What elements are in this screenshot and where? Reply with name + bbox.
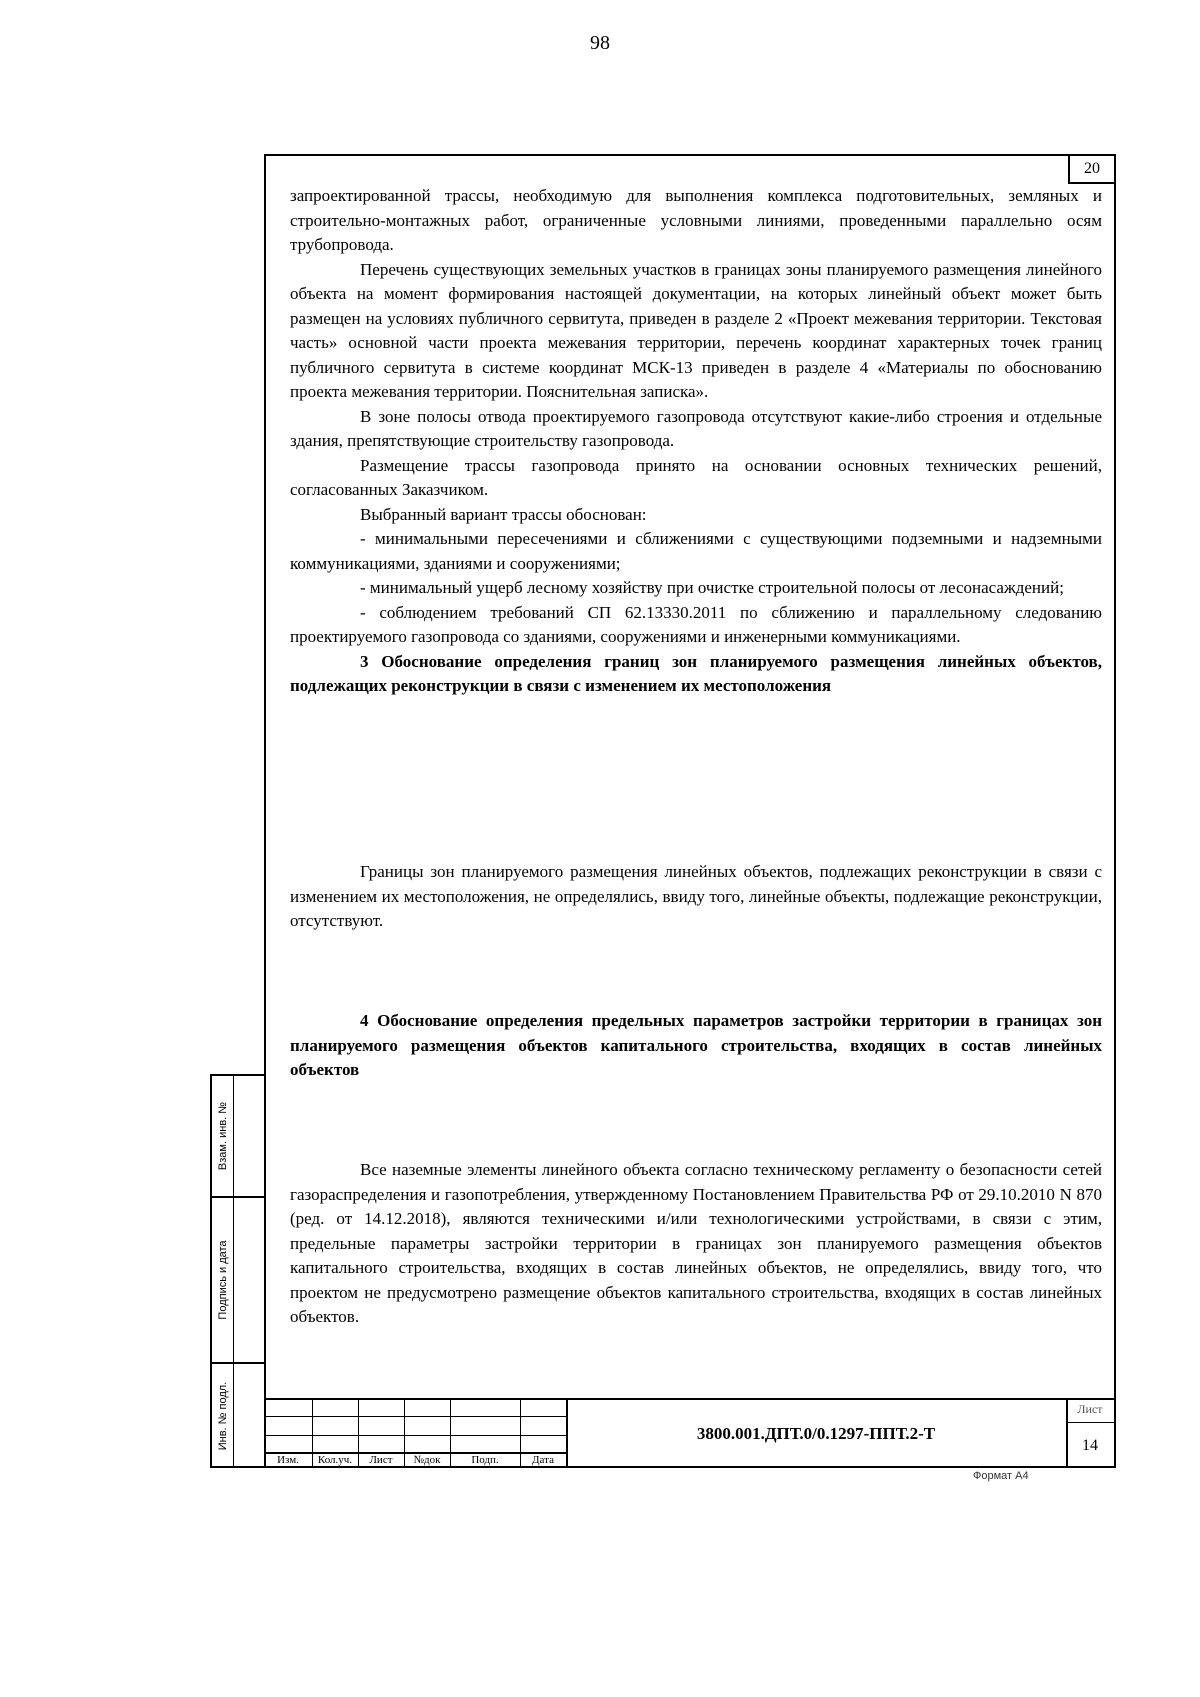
paragraph: Все наземные элементы линейного объекта согласно техническому регламенту о безопасности сетей газораспределения и газопотребления, утвержденному Постановлением Правительства РФ от 29.10.2010 N 870 (ред. от 14.12.2018), являются техническими и/или технологическими устройствами, в связи с этим, предельные параметры застройки территории в границах зон планируемого размещения объектов капитального строительства, входящих в состав линейных объектов, не определялись, ввиду того, что проектом не предусмотрено размещение объектов капитального строительства, входящих в состав линейных объектов. bbox=[290, 1160, 1102, 1326]
side-cell-podpis bbox=[212, 1198, 234, 1362]
paragraph: запроектированной трассы, необходимую для выполнения комплекса подготовительных, земляных и строительно-монтажных работ, ограниченные условными линиями, проведенными параллельно осям трубопровода. bbox=[290, 186, 1102, 254]
document-code: 3800.001.ДПТ.0/0.1297-ППТ.2-Т bbox=[696, 1424, 936, 1443]
sheet-number: 14 bbox=[1082, 1437, 1098, 1454]
list-item: - минимальный ущерб лесному хозяйству при очистке строительной полосы от лесонасаждений; bbox=[360, 578, 1064, 597]
tb-header-podp: Подп. bbox=[471, 1454, 499, 1466]
tb-header-list: Лист bbox=[369, 1454, 393, 1466]
page-number: 98 bbox=[590, 32, 610, 54]
paragraph: Выбранный вариант трассы обоснован: bbox=[360, 504, 647, 524]
side-cell-inv-podl bbox=[212, 1364, 234, 1468]
tb-row-line bbox=[264, 1435, 566, 1436]
format-label: Формат А4 bbox=[973, 1470, 1029, 1482]
tb-header-kol-uch: Кол.уч. bbox=[317, 1454, 353, 1466]
tb-header-data: Дата bbox=[532, 1454, 554, 1466]
tb-header-ndok: №док bbox=[413, 1454, 441, 1466]
list-item: - соблюдением требований СП 62.13330.2011 по сближению и параллельному следованию проектируемого газопровода со зданиями, сооружениями и инженерными коммуникациями. bbox=[290, 602, 1102, 646]
paragraph: В зоне полосы отвода проектируемого газопровода отсутствуют какие-либо строения и отдельные здания, препятствующие строительству газопровода. bbox=[290, 406, 1102, 450]
paragraph: Границы зон планируемого размещения линейных объектов, подлежащих реконструкции в связи с изменением их местоположения, не определялись, ввиду того, линейные объекты, подлежащие реконструкции, отсутствуют. bbox=[290, 862, 1102, 930]
side-label-inv-podl: Инв. № подл. bbox=[216, 1381, 229, 1451]
main-text bbox=[290, 184, 1102, 699]
side-label-vzam-inv: Взам. инв. № bbox=[216, 1101, 229, 1171]
sheet-label: Лист bbox=[1077, 1402, 1103, 1416]
paragraph: Перечень существующих земельных участков в границах зоны планируемого размещения линейного объекта на момент формирования настоящей документации, на которых линейный объект может быть размещен на условиях публичного сервитута, приведен в разделе 2 «Проект межевания территории. Текстовая часть» основной части проекта межевания территории, перечень координат характерных точек границ публичного сервитута в системе координат МСК-13 приведен в разделе 4 «Материалы по обоснованию проекта межевания территории. Пояснительная записка». bbox=[290, 259, 1102, 401]
sheet-top-number: 20 bbox=[1068, 154, 1116, 184]
document-frame bbox=[264, 154, 1116, 1468]
side-stamp bbox=[210, 1074, 264, 1468]
section-4-heading bbox=[290, 1009, 1102, 1083]
section-4-body bbox=[290, 1158, 1102, 1330]
list-item: - минимальными пересечениями и сближениями с существующими подземными и надземными коммуникациями, зданиями и сооружениями; bbox=[290, 529, 1102, 573]
side-label-podpis-data: Подпись и дата bbox=[216, 1240, 229, 1320]
paragraph: Размещение трассы газопровода принято на основании основных технических решений, согласованных Заказчиком. bbox=[290, 455, 1102, 499]
title-block bbox=[264, 1398, 1116, 1468]
section-heading: 4 Обоснование определения предельных параметров застройки территории в границах зон планируемого размещения объектов капитального строительства, входящих в состав линейных объектов bbox=[290, 1011, 1102, 1079]
side-cell-vzam bbox=[212, 1076, 234, 1196]
section-3-body bbox=[290, 860, 1102, 934]
section-3-heading: 3 Обоснование определения границ зон планируемого размещения линейных объектов, подлежащих реконструкции в связи с изменением их местоположения bbox=[290, 651, 1102, 695]
tb-sheet-divider bbox=[1066, 1422, 1114, 1423]
tb-header-izm: Изм. bbox=[277, 1454, 299, 1466]
tb-row-line bbox=[264, 1416, 566, 1417]
